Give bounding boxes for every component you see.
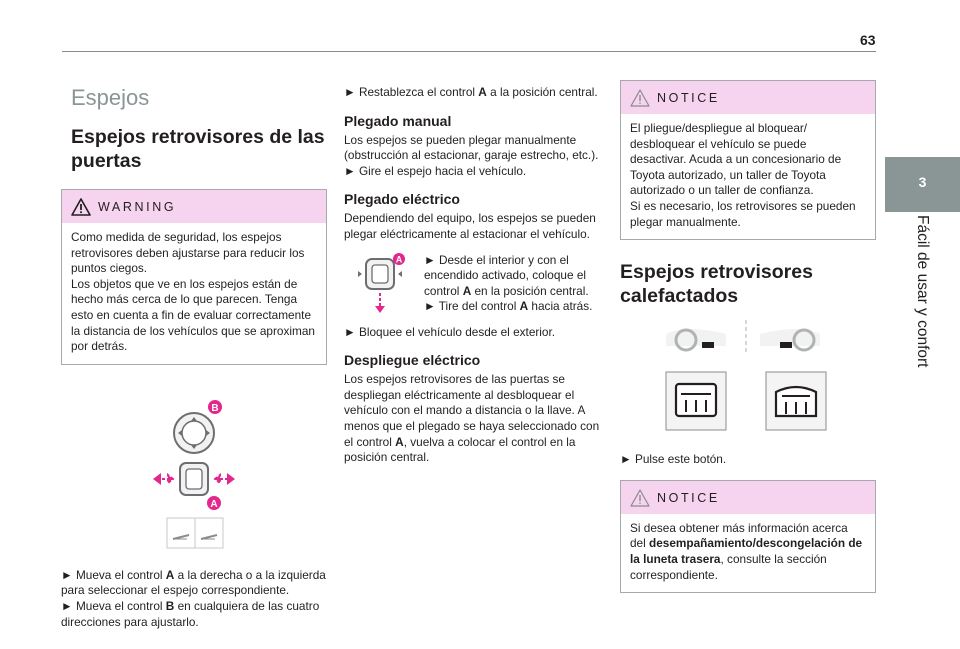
notice-triangle-icon [630,489,650,507]
notice-header-2 [621,481,875,514]
fold-control-icon [354,253,416,317]
header-rule [62,51,876,52]
electric-unfold-text: Los espejos retrovisores de las puertas se despliegan eléctricamente al desbloquear el vehículo con el mando a distancia o la llave. A menos que el plegado se haya seleccionado con el control A, vuelva a colocar el control en la posición central. [344,372,600,465]
warning-text-1: Como medida de seguridad, los espejos retrovisores deben ajustarse para reducir los puntos ciegos. [71,230,305,276]
warning-triangle-icon [71,198,91,216]
notice-2-text: Si desea obtener más información acerca del desempañamiento/descongelación de la luneta trasera, consulte la sección correspondiente. [630,520,863,582]
notice-label-2: NOTICE [657,490,720,505]
chapter-tab [885,157,960,212]
heading-electric-fold: Plegado eléctrico [344,191,460,208]
column-2 [344,80,606,466]
heading-heated-mirrors: Espejos retrovisores calefactados [620,261,813,308]
warning-text-2: Los objetos que ve en los espejos están de hecho más cerca de lo que parecen. Tenga esto en cuenta a fin de evaluar correctamente la distancia de los vehículos que se aproximan por detrás. [71,276,315,354]
figure-label-a: A [210,498,218,510]
column-3 [620,80,876,593]
page-number: 63 [860,32,876,48]
chapter-title-vertical [885,215,960,415]
step-select-mirror: ► Mueva el control A a la derecha o a la izquierda para seleccionar el espejo correspondiente. [61,567,326,598]
heading-electric-unfold: Despliegue eléctrico [344,352,481,369]
step-adjust-mirror: ► Mueva el control B en cualquiera de las cuatro direcciones para ajustarlo. [61,598,320,629]
heading-manual-fold: Plegado manual [344,112,452,129]
heated-mirror-step: ► Pulse este botón. [620,452,727,467]
figure-label-b: B [211,402,219,414]
mirror-control-illustration [61,393,327,558]
manual-fold-text: Los espejos se pueden plegar manualmente (obstrucción al estacionar, garaje estrecho, etc.). [344,132,599,163]
notice-1-text-2: Si es necesario, los retrovisores se pueden plegar manualmente. [630,198,856,229]
manual-fold-step: ► Gire el espejo hacia el vehículo. [344,163,527,178]
warning-label: WARNING [98,200,177,214]
chapter-number: 3 [918,174,927,190]
notice-label-1: NOTICE [657,91,720,105]
notice-box-1 [620,80,876,240]
section-title: Espejos [71,85,150,110]
column-1 [61,80,327,630]
warning-header [62,190,326,223]
fold-step-3: ► Bloquee el vehículo desde el exterior. [344,324,556,339]
notice-1-text-1: El pliegue/despliegue al bloquear/ desbloquear el vehículo se puede desactivar. Acuda a un concesionario de Toyota autorizado, un taller de Toyota autorizado o un taller de confianza. [630,121,842,198]
step-restore-control: ► Restablezca el control A a la posición central. [344,85,598,99]
notice-header-1 [621,81,875,114]
fold-step-2: ► Tire del control A hacia atrás. [424,299,593,314]
electric-fold-steps [344,253,606,319]
chapter-title: Fácil de usar y confort [914,215,931,368]
notice-triangle-icon [630,89,650,107]
mirror-control-figure [61,393,327,558]
warning-box [61,189,327,365]
fold-step-1: ► Desde el interior y con el encendido activado, coloque el control A en la posición central. [424,252,589,298]
heading-door-mirrors: Espejos retrovisores de las puertas [71,126,325,172]
heated-mirror-illustration [620,320,876,448]
fold-label-a: A [395,254,403,265]
heated-mirror-figure [620,320,876,450]
electric-fold-text: Dependiendo del equipo, los espejos se pueden plegar eléctricamente al estacionar el vehículo. [344,211,596,241]
notice-box-2 [620,480,876,593]
